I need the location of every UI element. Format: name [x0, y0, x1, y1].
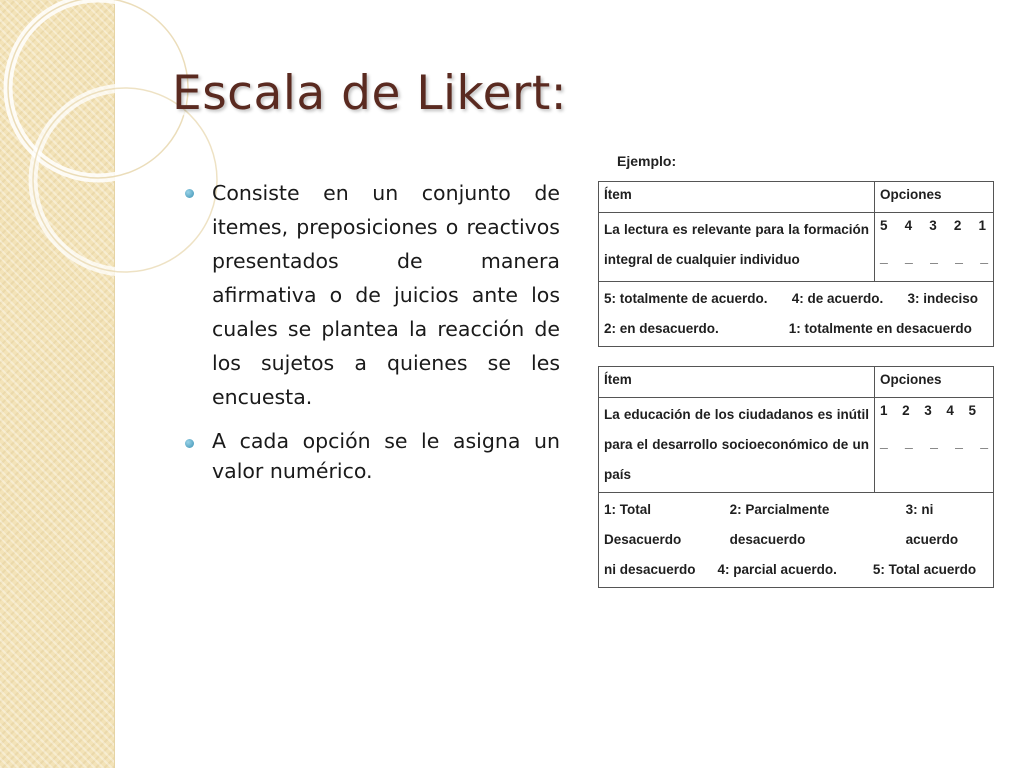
option-blank: _: [955, 434, 963, 450]
bullet-list: [185, 176, 560, 498]
header-item: Ítem: [599, 367, 875, 398]
option-number: 4: [946, 403, 954, 418]
option-blank: _: [905, 249, 913, 265]
legend-cell: [599, 493, 994, 588]
slide-title: Escala de Likert:: [172, 66, 568, 121]
likert-table-2: [598, 366, 994, 588]
item-text: La lectura es relevante para la formación integral de cualquier individuo: [604, 222, 869, 267]
legend-row: [604, 495, 988, 555]
legend-entry: 3: indeciso: [907, 291, 978, 306]
option-number: 5: [968, 403, 976, 418]
example-label: Ejemplo:: [617, 153, 677, 169]
legend-entry: 2: en desacuerdo.: [604, 321, 719, 336]
option-blanks: [880, 434, 988, 450]
legend-entry: 3: ni acuerdo: [905, 502, 959, 547]
item-cell: [599, 213, 875, 282]
option-number: 4: [904, 218, 913, 233]
option-blank: _: [955, 249, 963, 265]
legend-entry: 1: Total Desacuerdo: [604, 502, 682, 547]
option-blank: _: [930, 249, 938, 265]
option-number: 3: [929, 218, 937, 233]
option-number: 1: [880, 403, 888, 418]
header-options: Opciones: [875, 182, 994, 213]
legend-row: [604, 555, 988, 585]
legend-row: [604, 284, 988, 314]
legend-cell: [599, 282, 994, 347]
legend-row: [604, 314, 988, 344]
option-blank: _: [980, 249, 988, 265]
option-blanks: [880, 249, 988, 265]
option-blank: _: [905, 434, 913, 450]
legend-entry: 1: totalmente en desacuerdo: [788, 321, 972, 336]
likert-table-1: [598, 181, 994, 347]
option-number: 2: [953, 218, 962, 233]
option-number: 3: [924, 403, 932, 418]
item-cell: [599, 398, 875, 493]
bullet-icon: [185, 439, 194, 448]
legend-entry: 4: parcial acuerdo.: [717, 562, 837, 577]
option-blank: _: [930, 434, 938, 450]
options-cell: [875, 213, 994, 282]
bullet-item: [185, 426, 560, 486]
bullet-icon: [185, 189, 194, 198]
item-text: La educación de los ciudadanos es inútil para el desarrollo socioeconómico de un país: [604, 407, 869, 482]
option-blank: _: [880, 249, 888, 265]
bullet-text: Consiste en un conjunto de itemes, preposiciones o reactivos presentados de manera afirmativa o de juicios ante los cuales se plantea la reacción de los sujetos a quienes se les encuesta.: [212, 181, 560, 409]
bullet-text: A cada opción se le asigna un valor numérico.: [212, 429, 560, 483]
options-cell: [875, 398, 994, 493]
legend-entry: 2: Parcialmente desacuerdo: [729, 502, 830, 547]
option-numbers: [880, 215, 988, 237]
header-item: Ítem: [599, 182, 875, 213]
option-blank: _: [980, 434, 988, 450]
legend-entry: 5: Total acuerdo: [872, 562, 977, 577]
option-number: 1: [978, 218, 986, 233]
header-options: Opciones: [875, 367, 994, 398]
legend-entry: ni desacuerdo: [604, 562, 696, 577]
option-number: 2: [902, 403, 910, 418]
bullet-item: [185, 176, 560, 414]
option-blank: _: [880, 434, 888, 450]
option-number: 5: [880, 218, 888, 233]
legend-entry: 5: totalmente de acuerdo.: [604, 291, 768, 306]
legend-entry: 4: de acuerdo.: [791, 291, 884, 306]
option-numbers: [880, 400, 988, 422]
